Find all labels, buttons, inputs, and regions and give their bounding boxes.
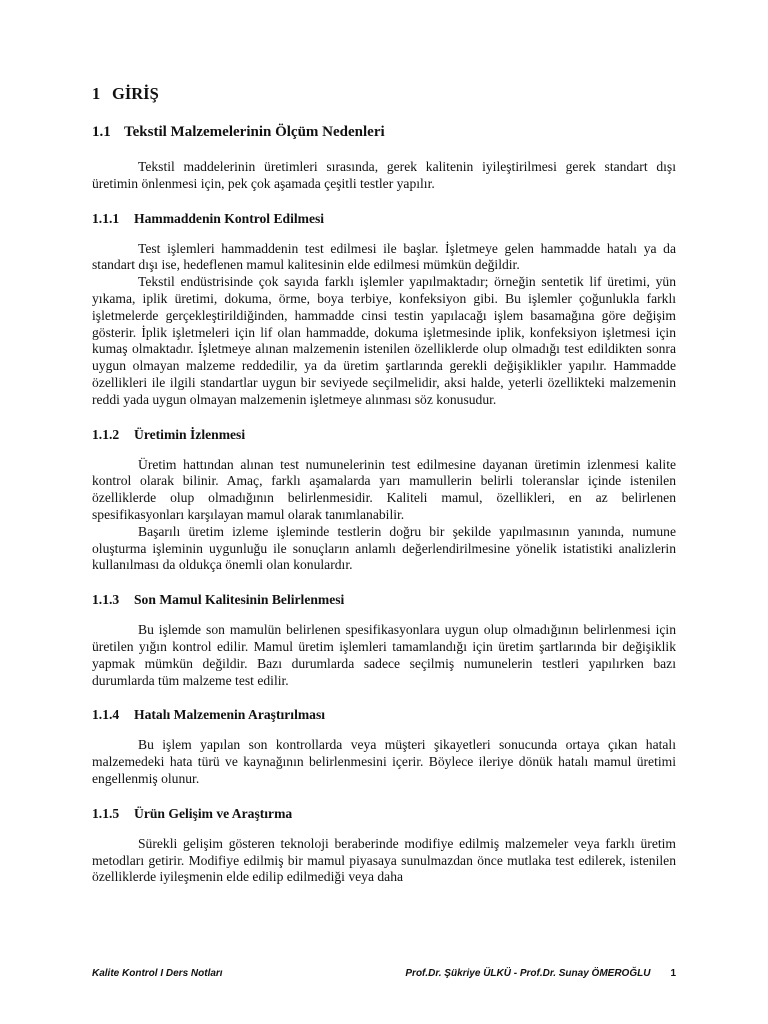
section-1-1-1 [92, 211, 676, 409]
paragraph: Tekstil maddelerinin üretimleri sırasında, gerek kalitenin iyileştirilmesi gerek standart dışı üretimin önlenmesi için, pek çok aşamada çeşitli testler yapılır. [92, 159, 676, 191]
footer-authors-group [405, 968, 676, 979]
section-1-1 [92, 124, 676, 193]
section-1-1-3 [92, 592, 676, 689]
subsection-number: 1.1.3 [92, 592, 120, 608]
section-1-1-4 [92, 707, 676, 787]
subsection-heading [92, 427, 676, 443]
subsection-title: Üretimin İzlenmesi [134, 426, 246, 442]
subsection-number: 1.1.4 [92, 707, 120, 723]
page-footer [92, 968, 676, 984]
chapter-number: 1 [92, 84, 101, 103]
chapter-title: GİRİŞ [112, 84, 159, 103]
section-number: 1.1 [92, 124, 111, 140]
subsection-heading [92, 592, 676, 608]
paragraph: Tekstil endüstrisinde çok sayıda farklı işlemler yapılmaktadır; örneğin sentetik lif üretimi, yün yıkama, iplik üretimi, dokuma, örme, boya terbiye, konfeksiyon gibi. Bu işlemler çoğunlukla farklı işletmelerde gerçekleştirildiğinden, hammadde cinsi testin yapılacağı işlem basamağına göre değişim gösterir. İplik işletmeleri için lif olan hammadde, dokuma işletmesinde iplik, konfeksiyon işletmesi için kumaş olmaktadır. İşletmeye alınan malzemenin istenilen özelliklerde olup olmadığı test edildikten sonra uygun olmayan malzeme reddedilir, ya da üretim şartlarında gerekli değişiklikler yapılır. Hammadde özellikleri ile ilgili standartlar uygun bir seviyede seçilmelidir, aksi halde, yeterli özellikteki malzemenin reddi yada uygun olmayan malzemenin işletmeye alınması söz konusudur. [92, 274, 676, 407]
section-title: Tekstil Malzemelerinin Ölçüm Nedenleri [124, 124, 385, 140]
page-number: 1 [670, 968, 676, 979]
paragraph: Test işlemleri hammaddenin test edilmesi ile başlar. İşletmeye gelen hammadde hatalı ya da standart dışı ise, hedeflenen mamul kalitesinin elde edilmesi mümkün değildir. [92, 240, 676, 273]
subsection-number: 1.1.1 [92, 210, 120, 226]
subsection-title: Son Mamul Kalitesinin Belirlenmesi [134, 592, 345, 608]
subsection-number: 1.1.5 [92, 805, 120, 821]
footer-course-title: Kalite Kontrol I Ders Notları [92, 968, 223, 979]
section-1-1-2 [92, 427, 676, 575]
paragraph: Üretim hattından alınan test numunelerinin test edilmesine dayanan üretimin izlenmesi kalite kontrol olarak bilinir. Amaç, farklı aşamalarda yarı mamullerin belirli toleranslar içinde istenilen özelliklerde olup olmadığının belirlenmesidir. Kaliteli mamul, özellikleri, en az belirlenen spesifikasyonları karşılayan mamul olarak tanımlanabilir. [92, 456, 676, 522]
chapter-heading [92, 84, 676, 104]
footer-authors: Prof.Dr. Şükriye ÜLKÜ - Prof.Dr. Sunay ÖMEROĞLU [405, 968, 651, 979]
subsection-title: Hammaddenin Kontrol Edilmesi [134, 210, 325, 226]
paragraph: Sürekli gelişim gösteren teknoloji beraberinde modifiye edilmiş malzemeler veya farklı üretim metodları getirir. Modifiye edilmiş bir mamul piyasaya sunulmazdan önce mutlaka test edilerek, istenilen özelliklerde iyileşmenin elde edilip edilmediği veya daha [92, 835, 676, 885]
subsection-heading [92, 211, 676, 227]
subsection-title: Ürün Gelişim ve Araştırma [134, 805, 293, 821]
document-page [92, 84, 676, 904]
subsection-heading [92, 707, 676, 723]
paragraph: Başarılı üretim izleme işleminde testlerin doğru bir şekilde yapılmasının yanında, numune oluşturma işleminin uygunluğu ile sonuçların anlamlı değerlendirilmesine yönelik istatistiki analizlerin kullanılması da oldukça önemli olan konulardır. [92, 523, 676, 573]
subsection-number: 1.1.2 [92, 426, 120, 442]
paragraph: Bu işlem yapılan son kontrollarda veya müşteri şikayetleri sonucunda ortaya çıkan hatalı malzemedeki hata türü ve kaynağının belirlenmesini içerir. Böylece ileriye dönük hatalı mamul üretimi engellenmiş olunur. [92, 737, 676, 786]
paragraph: Bu işlemde son mamulün belirlenen spesifikasyonlara uygun olup olmadığının belirlenmesi için üretilen yığın kontrol edilir. Mamul üretim işlemleri tamamlandığı için üretim şartlarında bir değişiklik yapmak mümkün değildir. Bazı durumlarda sadece seçilmiş numunelerin testleri yapılırken bazı durumlarda tüm malzeme test edilir. [92, 622, 676, 688]
section-heading [92, 124, 676, 141]
subsection-heading [92, 806, 676, 822]
subsection-title: Hatalı Malzemenin Araştırılması [134, 707, 326, 723]
section-1-1-5 [92, 806, 676, 886]
